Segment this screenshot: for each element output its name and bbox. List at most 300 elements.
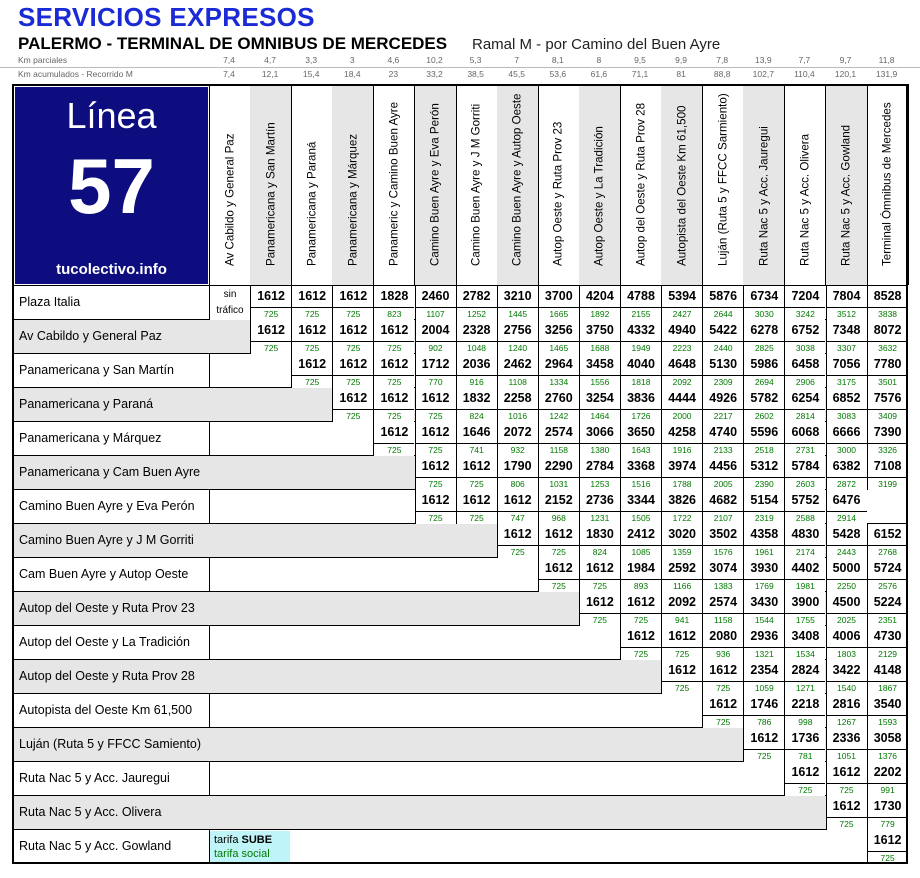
fare-social: 2602	[744, 409, 784, 421]
fare-cell	[702, 592, 743, 626]
fare-sube: 4148	[873, 663, 902, 677]
fare-sube: 1612	[380, 425, 409, 439]
fare-sube: 5428	[832, 527, 861, 541]
origin-label: Ruta Nac 5 y Acc. Olivera	[19, 805, 162, 819]
fare-cell	[702, 524, 743, 558]
fare-sube: 5986	[750, 357, 779, 371]
fare-social: 3409	[868, 409, 908, 421]
km-value: 61,6	[590, 69, 608, 79]
fare-social: 1818	[621, 375, 661, 387]
logo-linea: Línea	[66, 95, 157, 136]
km-value: 33,2	[426, 69, 443, 79]
sin-trafico-text: tráfico	[216, 305, 244, 316]
fare-cell	[867, 320, 908, 354]
fare-social: 2814	[785, 409, 825, 421]
fare-sube: 7056	[832, 357, 861, 371]
fare-cell	[620, 592, 661, 626]
fare-cell	[620, 626, 661, 660]
fare-cell	[661, 422, 702, 456]
fare-social: 725	[416, 443, 456, 455]
fare-sube: 3650	[627, 425, 655, 439]
fare-social: 3000	[827, 443, 867, 455]
fare-social: 1516	[621, 477, 661, 489]
fare-sube: 3836	[627, 391, 655, 405]
origin-label: Ruta Nac 5 y Acc. Gowland	[19, 839, 172, 853]
fare-social: 2223	[662, 341, 702, 353]
fare-social: 2155	[621, 307, 661, 319]
fare-sube: 2092	[668, 595, 696, 609]
fare-social: 2644	[703, 307, 743, 319]
fare-social: 747	[498, 511, 538, 523]
fare-sube: 3974	[668, 459, 696, 473]
fare-cell	[784, 354, 825, 388]
fare-sube: 3408	[791, 629, 820, 643]
fare-social: 932	[498, 443, 538, 455]
fare-sube: 1612	[791, 765, 820, 779]
fare-cell	[497, 422, 538, 456]
fare-cell	[784, 592, 825, 626]
fare-cell	[743, 660, 784, 694]
fare-sube: 4258	[668, 425, 696, 439]
fare-social: 1051	[827, 749, 867, 761]
fare-sube: 6278	[750, 323, 779, 337]
legend-social: tarifa social	[214, 848, 270, 860]
fare-cell	[784, 762, 825, 796]
fare-sube: 7804	[832, 289, 861, 303]
fare-social: 725	[251, 341, 291, 353]
fare-cell	[784, 490, 825, 524]
fare-social: 1108	[498, 375, 538, 387]
fare-sube: 5724	[873, 561, 902, 575]
fare-sube: 3750	[585, 323, 614, 337]
fare-sube: 1736	[791, 731, 820, 745]
fare-social: 2217	[703, 409, 743, 421]
fare-sube: 1612	[298, 289, 327, 303]
fare-cell	[373, 422, 414, 456]
km-value: 7,8	[716, 55, 729, 65]
column-header	[373, 84, 415, 285]
fare-social: 725	[374, 443, 414, 455]
fare-cell	[291, 320, 332, 354]
fare-sube: 8072	[873, 323, 902, 337]
fare-social: 2000	[662, 409, 702, 421]
fare-cell	[826, 524, 867, 558]
fare-cell	[456, 388, 497, 422]
km-value: 9,5	[634, 55, 646, 65]
fare-social: 725	[416, 511, 456, 523]
column-header	[579, 84, 621, 285]
km-value: 45,5	[508, 69, 525, 79]
fare-sube: 4730	[873, 629, 902, 643]
fare-social: 1892	[580, 307, 620, 319]
fare-social: 1252	[457, 307, 497, 319]
fare-cell	[538, 490, 579, 524]
legend-sube: SUBE	[241, 834, 273, 846]
km-value: 8	[596, 55, 602, 65]
fare-sube: 4402	[791, 561, 820, 575]
fare-cell	[373, 388, 414, 422]
fare-social: 725	[333, 375, 373, 387]
km-value: 53,6	[549, 69, 567, 79]
fare-social: 725	[292, 341, 332, 353]
fare-social: 725	[292, 375, 332, 387]
origin-label: Panamericana y Paraná	[19, 397, 154, 411]
fare-cell	[702, 660, 743, 694]
fare-sube: 3826	[668, 493, 696, 507]
fare-sube: 1612	[339, 357, 368, 371]
fare-social: 1722	[662, 511, 702, 523]
column-header	[415, 84, 457, 285]
fare-social: 725	[703, 715, 743, 727]
fare-cell	[743, 320, 784, 354]
fare-cell	[620, 558, 661, 592]
fare-sube: 2258	[503, 391, 532, 405]
fare-social: 725	[374, 375, 414, 387]
fare-cell	[743, 558, 784, 592]
fare-social: 725	[416, 409, 456, 421]
origin-label: Autop del Oeste y Ruta Prov 28	[19, 669, 195, 683]
fare-cell	[620, 286, 661, 320]
fare-sube: 3210	[503, 289, 532, 303]
origin-label: Panamericana y Cam Buen Ayre	[19, 465, 201, 479]
fare-cell	[579, 286, 620, 320]
fare-sube: 4830	[791, 527, 820, 541]
km-value: 7,7	[798, 55, 811, 65]
fare-social: 3038	[785, 341, 825, 353]
fare-sube: 6254	[791, 391, 820, 405]
fare-sube: 3256	[544, 323, 573, 337]
fare-cell	[867, 388, 908, 422]
fare-social: 725	[827, 817, 867, 829]
fare-cell	[661, 354, 702, 388]
fare-cell	[743, 524, 784, 558]
fare-social: 1085	[621, 545, 661, 557]
km-value: 15,4	[302, 69, 320, 79]
fare-cell	[784, 694, 825, 728]
fare-cell	[867, 354, 908, 388]
fare-cell	[415, 456, 456, 490]
fare-cell	[620, 320, 661, 354]
fare-sube: 5154	[750, 493, 779, 507]
fare-social: 3175	[827, 375, 867, 387]
fare-social: 1593	[868, 715, 908, 727]
fare-sube: 2460	[421, 289, 450, 303]
fare-sube: 3066	[585, 425, 614, 439]
fare-cell	[497, 388, 538, 422]
fare-cell	[538, 558, 579, 592]
fare-sube: 2574	[709, 595, 738, 609]
fare-social: 1031	[539, 477, 579, 489]
fare-social: 2603	[785, 477, 825, 489]
fare-cell	[579, 388, 620, 422]
fare-sube: 1612	[421, 425, 450, 439]
fare-cell	[661, 456, 702, 490]
fare-sube: 3368	[627, 459, 655, 473]
fare-sube: 4682	[709, 493, 738, 507]
km-value: 13,9	[755, 55, 772, 65]
origin-label: Autopista del Oeste Km 61,500	[19, 703, 193, 717]
fare-social: 1643	[621, 443, 661, 455]
column-header	[291, 84, 333, 285]
fare-sube: 4500	[832, 595, 861, 609]
km-value: 131,9	[875, 69, 898, 79]
column-header	[538, 84, 580, 285]
fare-social: 770	[416, 375, 456, 387]
fare-sube: 4926	[709, 391, 738, 405]
fare-sube: 1612	[627, 595, 655, 609]
legend-prefix: tarifa	[214, 834, 242, 846]
fare-social: 991	[868, 783, 908, 795]
fare-social: 725	[374, 341, 414, 353]
origin-label: Autop del Oeste y La Tradición	[19, 635, 190, 649]
fare-cell	[538, 320, 579, 354]
fare-social: 2129	[868, 647, 908, 659]
fare-social: 1158	[703, 613, 743, 625]
fare-cell	[579, 354, 620, 388]
fare-cell	[620, 524, 661, 558]
fare-social: 3326	[868, 443, 908, 455]
km-acumulados-row	[0, 69, 920, 82]
fare-cell	[579, 456, 620, 490]
km-parciales-row	[0, 55, 920, 68]
origin-label: Plaza Italia	[19, 295, 81, 309]
fare-sube: 2290	[544, 459, 573, 473]
fare-social: 725	[539, 545, 579, 557]
fare-cell	[826, 660, 867, 694]
fare-sube: 3422	[832, 663, 861, 677]
km-value: 7,4	[223, 55, 235, 65]
fare-social: 1867	[868, 681, 908, 693]
fare-cell	[702, 354, 743, 388]
fare-sube: 7348	[832, 323, 861, 337]
fare-legend	[210, 831, 290, 863]
fare-social: 2731	[785, 443, 825, 455]
fare-social: 779	[868, 817, 908, 829]
fare-sube: 2760	[544, 391, 573, 405]
fare-social: 725	[662, 681, 702, 693]
fare-social: 1665	[539, 307, 579, 319]
origin-label: Camino Buen Ayre y J M Gorriti	[19, 533, 194, 547]
fare-sube: 3430	[750, 595, 779, 609]
fare-social: 824	[580, 545, 620, 557]
fare-sube: 3254	[585, 391, 614, 405]
fare-social: 2319	[744, 511, 784, 523]
fare-social: 3838	[868, 307, 908, 319]
column-header	[620, 84, 662, 285]
fare-cell	[867, 558, 908, 592]
fare-cell	[456, 456, 497, 490]
fare-sube: 1612	[421, 391, 450, 405]
fare-social: 3307	[827, 341, 867, 353]
fare-cell	[661, 524, 702, 558]
column-header-label: Ruta Nac 5 y Acc. Jauregui	[757, 126, 771, 266]
fare-sube: 3502	[709, 527, 738, 541]
fare-sube: 1646	[462, 425, 491, 439]
fare-sube: 4040	[627, 357, 655, 371]
fare-social: 1253	[580, 477, 620, 489]
km-value: 9,9	[675, 55, 687, 65]
fare-cell	[784, 524, 825, 558]
fare-sube: 5312	[750, 459, 779, 473]
fare-cell	[826, 626, 867, 660]
km-parciales-label: Km parciales	[18, 55, 68, 65]
fare-social: 1242	[539, 409, 579, 421]
fare-cell	[826, 456, 867, 490]
fare-cell	[826, 490, 867, 524]
fare-cell	[826, 762, 867, 796]
fare-social: 1240	[498, 341, 538, 353]
fare-cell	[826, 558, 867, 592]
fare-social: 1916	[662, 443, 702, 455]
fare-cell	[291, 286, 332, 320]
fare-cell	[867, 524, 908, 558]
logo-site: tucolectivo.info	[56, 261, 167, 278]
fare-social: 2309	[703, 375, 743, 387]
fare-sube: 3700	[544, 289, 573, 303]
fare-social: 725	[827, 783, 867, 795]
fare-cell	[661, 286, 702, 320]
fare-sube: 1612	[298, 323, 327, 337]
fare-cell	[743, 694, 784, 728]
fare-cell	[579, 524, 620, 558]
fare-cell	[620, 456, 661, 490]
fare-sube: 4204	[585, 289, 614, 303]
fare-social: 725	[498, 545, 538, 557]
fare-cell	[538, 388, 579, 422]
fare-social: 2092	[662, 375, 702, 387]
fare-sube: 1612	[668, 663, 696, 677]
fare-sube: 1790	[503, 459, 532, 473]
fare-sube: 2412	[627, 527, 655, 541]
column-header	[250, 84, 292, 285]
fare-sube: 1612	[503, 493, 532, 507]
route-title: PALERMO - TERMINAL DE OMNIBUS DE MERCEDES	[18, 34, 448, 53]
origin-label: Camino Buen Ayre y Eva Perón	[19, 499, 195, 513]
fare-cell	[538, 456, 579, 490]
fare-sube: 2004	[421, 323, 450, 337]
column-header	[456, 84, 498, 285]
fare-cell	[743, 490, 784, 524]
fare-cell	[826, 320, 867, 354]
fare-cell	[702, 694, 743, 728]
fare-cell	[743, 456, 784, 490]
column-header-label: Luján (Ruta 5 y FFCC Sarmiento)	[716, 93, 730, 266]
fare-cell	[826, 422, 867, 456]
fare-social: 916	[457, 375, 497, 387]
column-header-label: Terminal Ómnibus de Mercedes	[880, 102, 894, 266]
fare-social: 725	[333, 341, 373, 353]
fare-sube: 1612	[503, 527, 532, 541]
fare-social: 1534	[785, 647, 825, 659]
fare-social: 2906	[785, 375, 825, 387]
fare-cell	[784, 626, 825, 660]
fare-cell	[456, 422, 497, 456]
fare-cell	[497, 286, 538, 320]
fare-social: 1788	[662, 477, 702, 489]
fare-social: 1540	[827, 681, 867, 693]
fare-social: 2694	[744, 375, 784, 387]
origin-label: Luján (Ruta 5 y FFCC Samiento)	[19, 737, 202, 751]
fare-social: 2768	[868, 545, 908, 557]
fare-social: 1166	[662, 579, 702, 591]
fare-social: 893	[621, 579, 661, 591]
fare-cell	[702, 558, 743, 592]
km-value: 5,3	[469, 55, 482, 65]
fare-social: 725	[703, 681, 743, 693]
fare-sube: 1612	[380, 323, 409, 337]
fare-cell	[702, 490, 743, 524]
fare-sube: 5784	[791, 459, 820, 473]
fare-social: 725	[416, 477, 456, 489]
fare-social: 725	[785, 783, 825, 795]
fare-social: 806	[498, 477, 538, 489]
fare-cell	[538, 422, 579, 456]
column-header	[332, 84, 374, 285]
fare-cell	[497, 456, 538, 490]
fare-sube: 3074	[709, 561, 738, 575]
fare-social: 1376	[868, 749, 908, 761]
fare-cell	[620, 490, 661, 524]
fare-sube: 2080	[709, 629, 738, 643]
fare-cell	[867, 422, 908, 456]
km-value: 10,2	[426, 55, 443, 65]
fare-social: 3242	[785, 307, 825, 319]
fare-social: 1688	[580, 341, 620, 353]
fare-sube: 3020	[668, 527, 696, 541]
fare-social: 725	[580, 579, 620, 591]
fare-cell	[702, 626, 743, 660]
fare-sube: 4332	[627, 323, 655, 337]
fare-sube: 2824	[791, 663, 820, 677]
km-value: 88,8	[713, 69, 731, 79]
fare-social: 725	[292, 307, 332, 319]
fare-sube: 6458	[791, 357, 820, 371]
origin-label: Ruta Nac 5 y Acc. Jauregui	[19, 771, 170, 785]
fare-sube: 4358	[750, 527, 779, 541]
km-value: 120,1	[834, 69, 857, 79]
fare-sube: 2592	[668, 561, 696, 575]
fare-sube: 1830	[585, 527, 614, 541]
fare-cell	[826, 286, 867, 320]
fare-social: 1267	[827, 715, 867, 727]
fare-social: 3030	[744, 307, 784, 319]
fare-sube: 5876	[709, 289, 738, 303]
fare-cell	[661, 490, 702, 524]
km-value: 38,5	[467, 69, 484, 79]
fare-sube: 5752	[791, 493, 820, 507]
fare-sube: 3058	[873, 731, 902, 745]
fare-sube: 2936	[750, 629, 779, 643]
fare-cell	[826, 388, 867, 422]
fare-social: 1334	[539, 375, 579, 387]
fare-cell	[867, 796, 908, 830]
fare-social: 823	[374, 307, 414, 319]
fare-sube: 6476	[832, 493, 861, 507]
km-value: 9,7	[839, 55, 852, 65]
fare-social: 1755	[785, 613, 825, 625]
fare-table	[12, 84, 908, 864]
fare-cell	[826, 796, 867, 830]
fare-social: 2427	[662, 307, 702, 319]
fare-cell	[332, 320, 373, 354]
fare-sube: 2462	[503, 357, 532, 371]
km-value: 3,3	[305, 55, 318, 65]
fare-social: 2443	[827, 545, 867, 557]
column-header-label: Camino Buen Ayre y Eva Perón	[428, 103, 442, 266]
fare-sube: 4788	[627, 289, 655, 303]
fare-cell	[784, 422, 825, 456]
fare-cell	[497, 320, 538, 354]
